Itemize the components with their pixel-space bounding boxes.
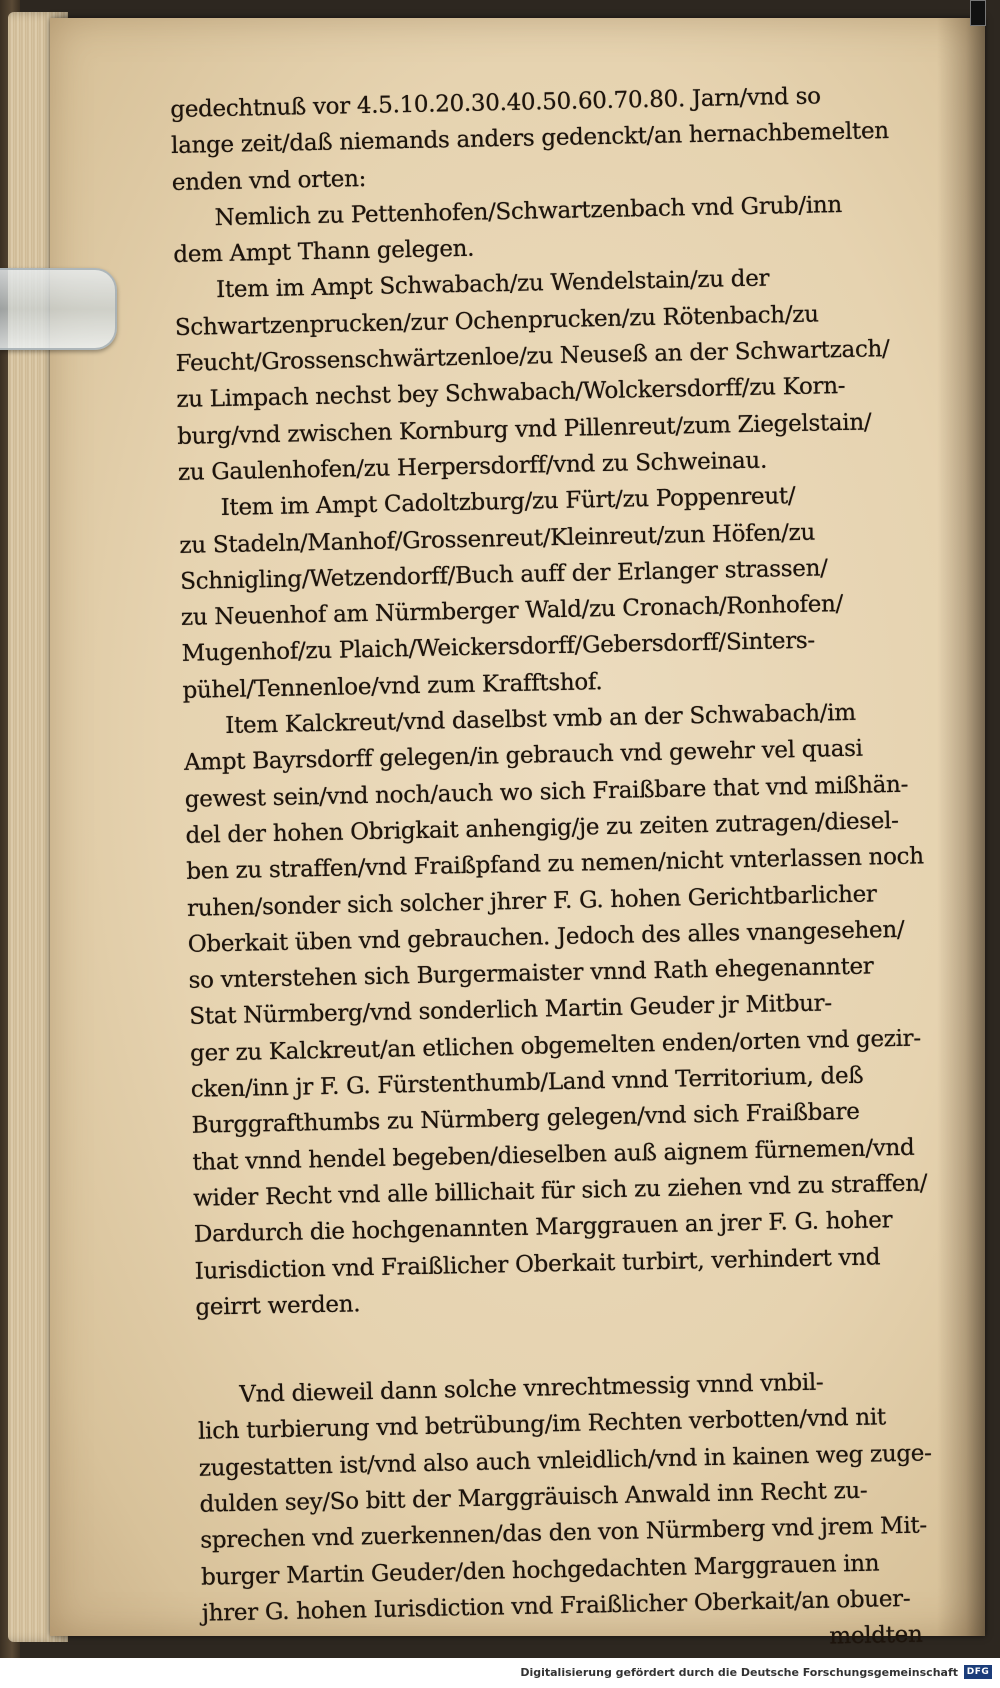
text-line: Item im Ampt Cadoltzburg/zu Fürt/zu Poppenreut/	[220, 483, 796, 522]
text-line: Oberkait üben vnd gebrauchen. Jedoch des alles vnangesehen/	[187, 916, 905, 958]
text-line: zu Limpach nechst bey Schwabach/Wolckersdorff/zu Korn-	[176, 373, 846, 414]
dfg-logo: DFG	[964, 1665, 992, 1679]
text-line: Dardurch die hochgenannten Marggrauen an jrer F. G. hoher	[193, 1207, 893, 1248]
text-line: lange zeit/daß niemands anders gedenckt/an hernachbemelten	[170, 118, 890, 160]
page-body-text	[170, 77, 932, 1658]
text-line: so vnterstehen sich Burgermaister vnnd Rath ehegenannter	[188, 953, 874, 994]
text-line: zu Gaulenhofen/zu Herpersdorff/vnd zu Schweinau.	[177, 447, 768, 486]
color-scale-bar	[970, 0, 986, 26]
catchword: meldten	[829, 1621, 923, 1650]
text-line: Schnigling/Wetzendorff/Buch auff der Erlanger strassen/	[179, 555, 828, 595]
text-line: Nemlich zu Pettenhofen/Schwartzenbach vnd Grub/inn	[214, 191, 843, 231]
text-line: Schwartzenprucken/zur Ochenprucken/zu Rötenbach/zu	[174, 301, 819, 341]
text-line: ruhen/sonder sich solcher jhrer F. G. hohen Gerichtbarlicher	[186, 880, 877, 922]
text-line: Ampt Bayrsdorff gelegen/in gebrauch vnd gewehr vel quasi	[183, 735, 863, 777]
text-line: Burggrafthumbs zu Nürmberg gelegen/vnd sich Fraißbare	[191, 1099, 860, 1140]
text-line: wider Recht vnd alle billichait für sich zu ziehen vnd zu straffen/	[192, 1170, 928, 1212]
text-line: sprechen vnd zuerkennen/das den von Nürmberg vnd jrem Mit-	[200, 1512, 928, 1554]
text-line: geirrt werden.	[195, 1291, 361, 1321]
footer-bar	[0, 1658, 1000, 1688]
text-line: burg/vnd zwischen Kornburg vnd Pillenreut/zum Ziegelstain/	[176, 409, 872, 450]
spine-shadow	[937, 18, 985, 1636]
text-line: Item Kalckreut/vnd daselbst vmb an der Schwabach/im	[225, 699, 857, 740]
text-line: Mugenhof/zu Plaich/Weickersdorff/Gebersdorff/Sinters-	[181, 628, 816, 668]
funding-credit: Digitalisierung gefördert durch die Deutsche Forschungsgemeinschaft	[520, 1666, 958, 1679]
text-line: ben zu straffen/vnd Fraißpfand zu nemen/nicht vnterlassen noch	[186, 843, 925, 886]
text-line: gewest sein/vnd noch/auch wo sich Fraißbare that vnd mißhän-	[184, 771, 909, 813]
text-line: burger Martin Geuder/den hochgedachten Marggrauen inn	[200, 1550, 880, 1591]
text-line: Vnd dieweil dann solche vnrechtmessig vnnd vnbil-	[239, 1369, 824, 1408]
text-line: enden vnd orten:	[171, 165, 367, 196]
text-line: zu Neuenhof am Nürmberger Wald/zu Cronach/Ronhofen/	[180, 591, 844, 632]
text-line: Item im Ampt Schwabach/zu Wendelstain/zu der	[215, 265, 770, 304]
text-line: lich turbierung vnd betrübung/im Rechten verbotten/vnd nit	[197, 1404, 887, 1446]
text-line: dem Ampt Thann gelegen.	[173, 235, 475, 269]
text-line: ger zu Kalckreut/an etlichen obgemelten enden/orten vnd gezir-	[189, 1025, 922, 1067]
text-line: cken/inn jr F. G. Fürstenthumb/Land vnnd Territorium, deß	[190, 1062, 864, 1103]
text-line: zu Stadeln/Manhof/Grossenreut/Kleinreut/zun Höfen/zu	[179, 519, 816, 559]
text-line: Iurisdiction vnd Fraißlicher Oberkait turbirt, verhindert vnd	[194, 1243, 881, 1285]
text-line: Stat Nürmberg/vnd sonderlich Martin Geuder jr Mitbur-	[189, 990, 833, 1031]
text-line: del der hohen Obrigkait anhengig/je zu zeiten zutragen/diesel-	[185, 807, 899, 849]
text-line: jhrer G. hohen Iurisdiction vnd Fraißlicher Oberkait/an obuer-	[201, 1585, 911, 1627]
text-line: dulden sey/So bitt der Marggräuisch Anwald inn Recht zu-	[199, 1477, 868, 1518]
plastic-clip	[0, 268, 117, 350]
text-line: that vnnd hendel begeben/dieselben auß aignem fürnemen/vnd	[192, 1134, 915, 1176]
text-line: gedechtnuß vor 4.5.10.20.30.40.50.60.70.80. Jarn/vnd so	[170, 83, 821, 123]
text-line: Feucht/Grossenschwärtzenloe/zu Neuseß an der Schwartzach/	[175, 336, 890, 378]
text-line: pühel/Tennenloe/vnd zum Krafftshof.	[182, 668, 603, 704]
text-line: zugestatten ist/vnd also auch vnleidlich/vnd in kainen weg zuge-	[198, 1440, 932, 1482]
